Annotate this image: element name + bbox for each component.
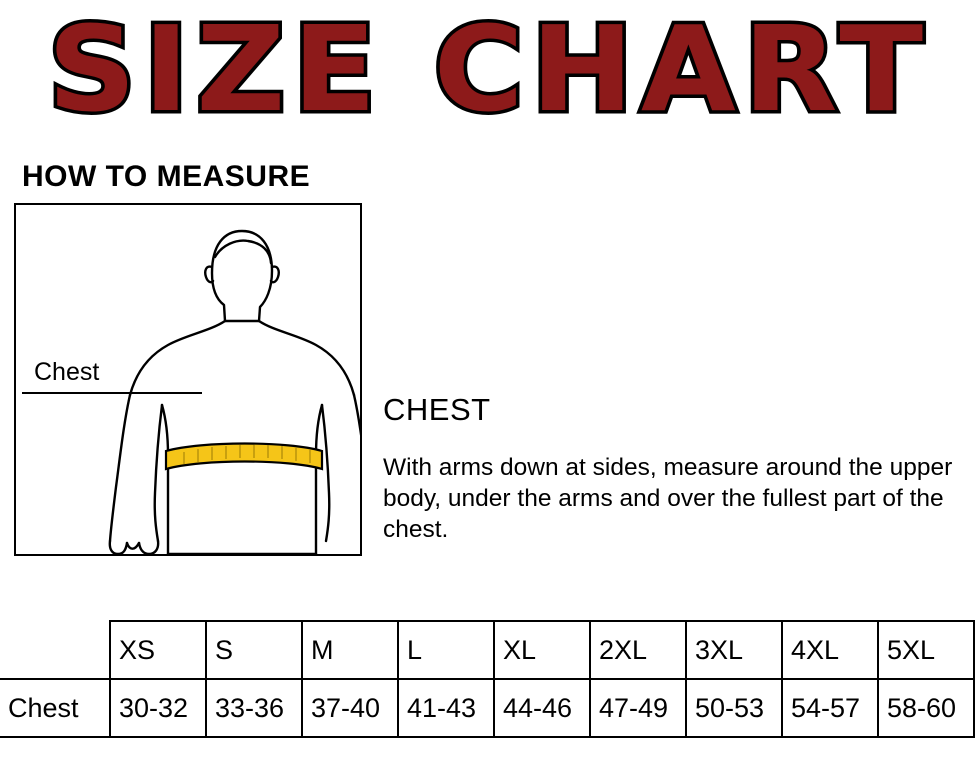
table-row [0, 679, 974, 737]
table-header-cell: XL [494, 621, 590, 679]
table-header-cell: L [398, 621, 494, 679]
table-header-cell: S [206, 621, 302, 679]
table-cell: 30-32 [110, 679, 206, 737]
table-cell: 37-40 [302, 679, 398, 737]
table-header-cell: 4XL [782, 621, 878, 679]
table-header-cell: M [302, 621, 398, 679]
table-cell: 33-36 [206, 679, 302, 737]
description-heading: CHEST [383, 392, 491, 427]
how-to-measure-heading: HOW TO MEASURE [22, 160, 311, 193]
table-cell: 58-60 [878, 679, 974, 737]
chest-figure-label: Chest [34, 358, 100, 386]
table-cell: 44-46 [494, 679, 590, 737]
chest-leader-line [22, 392, 202, 394]
table-header-cell: 2XL [590, 621, 686, 679]
table-header-cell: 5XL [878, 621, 974, 679]
page-title-text: SIZE CHART [47, 0, 931, 138]
table-cell: 41-43 [398, 679, 494, 737]
table-cell: 47-49 [590, 679, 686, 737]
table-row-label: Chest [0, 679, 110, 737]
chest-tape [166, 444, 322, 470]
table-header-cell: XS [110, 621, 206, 679]
table-header-cell: 3XL [686, 621, 782, 679]
page-title [0, 0, 978, 144]
table-cell: 54-57 [782, 679, 878, 737]
table-corner-blank [0, 621, 110, 679]
table-cell: 50-53 [686, 679, 782, 737]
size-table [0, 620, 975, 738]
description-body: With arms down at sides, measure around the upper body, under the arms and over the fullest part of the chest. [383, 454, 953, 543]
table-header-row [0, 621, 974, 679]
